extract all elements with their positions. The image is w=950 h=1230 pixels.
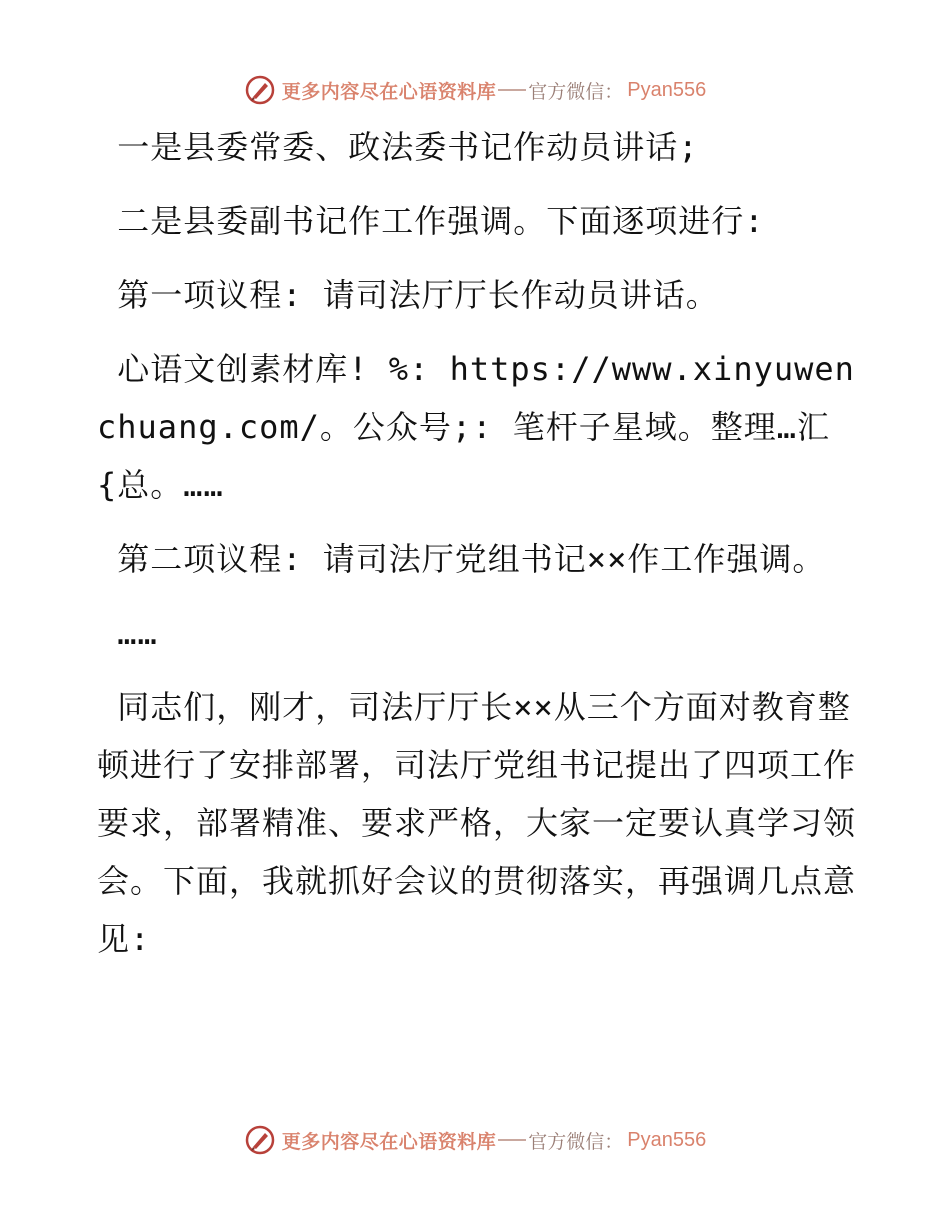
watermark-text: 更多内容尽在心语资料库	[281, 80, 497, 103]
quill-logo-icon	[244, 1124, 276, 1156]
watermark-id: Pyan556	[627, 78, 707, 101]
watermark-header	[0, 70, 950, 110]
document-body	[97, 118, 857, 984]
paragraph-1: 一是县委常委、政法委书记作动员讲话;	[97, 128, 699, 166]
watermark-label: 官方微信：	[528, 80, 624, 103]
watermark-footer	[0, 1120, 950, 1160]
paragraph-3: 第一项议程: 请司法厅厅长作动员讲话。	[97, 276, 719, 314]
quill-logo-icon	[244, 74, 276, 106]
paragraph-2: 二是县委副书记作工作强调。下面逐项进行:	[97, 202, 765, 240]
paragraph-4: 心语文创素材库! %: https://www.xinyuwenchuang.com/。公众号;: 笔杆子星域。整理…汇{总。……	[97, 350, 855, 504]
paragraph-5: 第二项议程: 请司法厅党组书记××作工作强调。	[97, 540, 826, 578]
watermark-id: Pyan556	[627, 1128, 707, 1151]
watermark-text: 更多内容尽在心语资料库	[281, 1130, 497, 1153]
watermark-divider	[498, 89, 526, 91]
watermark-label: 官方微信：	[528, 1130, 624, 1153]
watermark-divider	[498, 1139, 526, 1141]
paragraph-7: 同志们，刚才，司法厅厅长××从三个方面对教育整顿进行了安排部署，司法厅党组书记提出了四项工作要求，部署精准、要求严格，大家一定要认真学习领会。下面，我就抓好会议的贯彻落实，再强调几点意见:	[97, 688, 857, 958]
paragraph-6: ……	[97, 614, 158, 652]
